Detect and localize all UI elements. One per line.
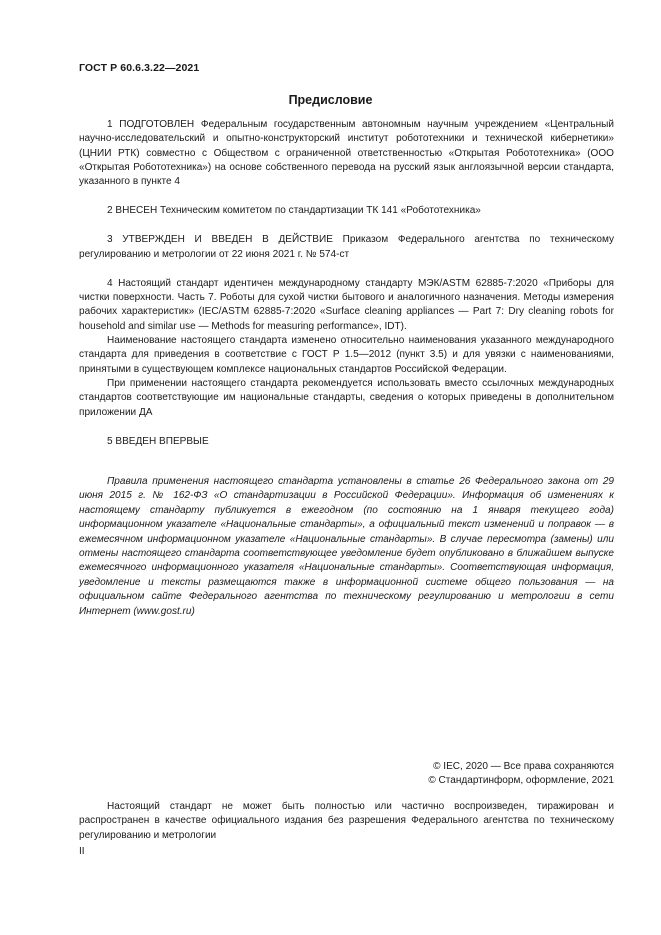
copyright-standartinform: © Стандартинформ, оформление, 2021 — [428, 775, 614, 787]
section-2-submitted: 2 ВНЕСЕН Техническим комитетом по стандартизации ТК 141 «Робототехника» — [107, 205, 481, 217]
foreword-body — [79, 118, 614, 449]
page-title: Предисловие — [288, 93, 373, 107]
rules-note — [79, 475, 614, 619]
section-4-name-change: Наименование настоящего стандарта изменено относительно наименования указанного международного стандарта для приведения в соответствие с ГОСТ Р 1.5—2012 (пункт 3.5) и для увязки с наименованиями, принятыми в существующем комплексе национальных стандартов Российской Федерации. — [79, 334, 614, 375]
document-code: ГОСТ Р 60.6.3.22—2021 — [79, 62, 200, 74]
copyright-iec: © IEC, 2020 — Все права сохраняются — [433, 761, 614, 772]
section-4-identical: 4 Настоящий стандарт идентичен международному стандарту МЭК/ASTM 62885-7:2020 «Приборы для чистки поверхности. Часть 7. Роботы для сухой чистки бытового и аналогичного назначения. Методы измерения рабочих характеристик» (IEC/ASTM 62885-7:2020 «Surface cleaning appliances — Part 7: Dry cleaning robots for household and similar use — Methods for measuring performance», IDT). — [79, 277, 614, 332]
rules-note-text: Правила применения настоящего стандарта установлены в статье 26 Федерального закона от 29 июня 2015 г. № 162-ФЗ «О стандартизации в Российской Федерации». Информация об изменениях к настоящему стандарту публикуется в ежегодном (по состоянию на 1 января текущего года) информационном указателе «Национальные стандарты», а официальный текст изменений и поправок — в ежемесячном информационном указателе «Национальные стандарты». В случае пересмотра (замены) или отмены настоящего стандарта соответствующее уведомление будет опубликовано в ближайшем выпуске ежемесячного информационного указателя «Национальные стандарты». Соответствующая информация, уведомление и тексты размещаются также в информационной системе общего пользования — на официальном сайте Федерального агентства по техническому регулированию и метрологии в сети Интернет (www.gost.ru) — [79, 476, 614, 617]
section-1-prepared: 1 ПОДГОТОВЛЕН Федеральным государственным автономным научным учреждением «Центральный научно-исследовательский и опытно-конструкторский институт робототехники и технической кибернетики» (ЦНИИ РТК) совместно с Обществом с ограниченной ответственностью «Открытая Робототехника» (ООО «Открытая Робототехника») на основе собственного перевода на русский язык англоязычной версии стандарта, указанного в пункте 4 — [79, 119, 614, 188]
reproduction-notice-text: Настоящий стандарт не может быть полностью или частично воспроизведен, тиражирован и распространен в качестве официального издания без разрешения Федерального агентства по техническому регулированию и метрологии — [79, 801, 614, 841]
section-5-first-introduced: 5 ВВЕДЕН ВПЕРВЫЕ — [107, 435, 209, 447]
copyright-block — [428, 760, 614, 789]
page-number: II — [79, 846, 85, 857]
section-4-references: При применении настоящего стандарта рекомендуется использовать вместо ссылочных международных стандартов соответствующие им национальные стандарты, сведения о которых приведены в дополнительном приложении ДА — [79, 377, 614, 418]
section-3-approved: 3 УТВЕРЖДЕН И ВВЕДЕН В ДЕЙСТВИЕ Приказом Федерального агентства по техническому регулированию и метрологии от 22 июня 2021 г. № 574-ст — [79, 234, 614, 260]
reproduction-notice — [79, 800, 614, 843]
